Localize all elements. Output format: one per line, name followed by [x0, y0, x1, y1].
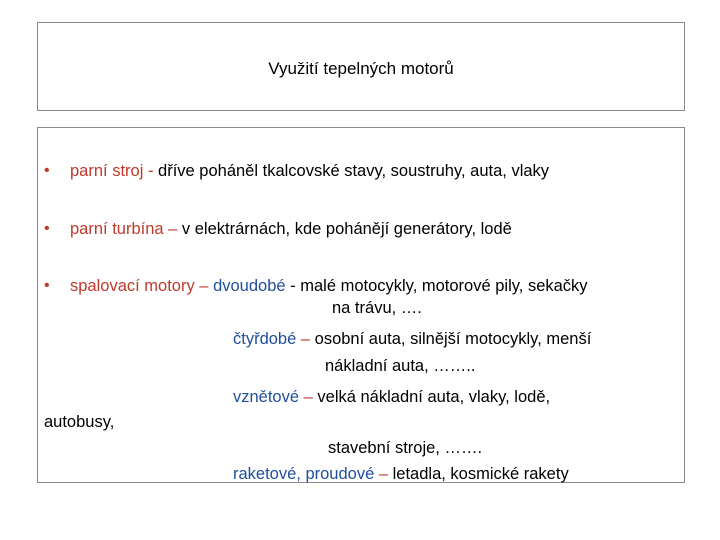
four-stroke-label: čtyřdobé — [233, 330, 297, 348]
bullet-2-term: parní turbína — [70, 220, 164, 238]
bullet-1-line — [70, 160, 549, 182]
bullet-1-term: parní stroj - — [70, 162, 154, 180]
two-stroke-desc-2: na trávu, …. — [332, 299, 422, 317]
bullet-1-icon: • — [44, 162, 50, 179]
diesel-dash: – — [299, 388, 318, 406]
diesel-desc-2: stavební stroje, ……. — [328, 439, 483, 457]
four-stroke-desc-1: osobní auta, silnější motocykly, menší — [314, 330, 592, 348]
diesel-label: vznětové — [233, 388, 300, 406]
four-stroke-line1 — [233, 328, 591, 350]
two-stroke-desc-1: - malé motocykly, motorové pily, sekačky — [285, 277, 588, 295]
bullet-3-icon: • — [44, 277, 50, 294]
title-box — [37, 22, 685, 111]
bullet-2-icon: • — [44, 220, 50, 237]
bullet-1-desc: dříve poháněl tkalcovské stavy, soustruhy, auta, vlaky — [153, 162, 550, 180]
diesel-desc-1: velká nákladní auta, vlaky, lodě, — [317, 388, 551, 406]
page-title: Využití tepelných motorů — [268, 59, 454, 78]
diesel-line1 — [233, 386, 550, 408]
rocket-line — [233, 463, 569, 485]
bullet-3-term: spalovací motory — [70, 277, 195, 295]
bullet-3-line1 — [70, 275, 588, 297]
bullet-2-dash: – — [163, 220, 182, 238]
two-stroke-label: dvoudobé — [213, 277, 286, 295]
rocket-dash: – — [374, 465, 393, 483]
four-stroke-dash: – — [296, 330, 315, 348]
autobusy-text: autobusy, — [44, 413, 115, 431]
rocket-desc: letadla, kosmické rakety — [392, 465, 569, 483]
bullet-2-desc: v elektrárnách, kde pohánějí generátory, lodě — [181, 220, 512, 238]
rocket-label: raketové, proudové — [233, 465, 375, 483]
bullet-3-dash: – — [194, 277, 214, 295]
four-stroke-desc-2: nákladní auta, …….. — [325, 357, 476, 375]
bullet-2-line — [70, 218, 512, 240]
